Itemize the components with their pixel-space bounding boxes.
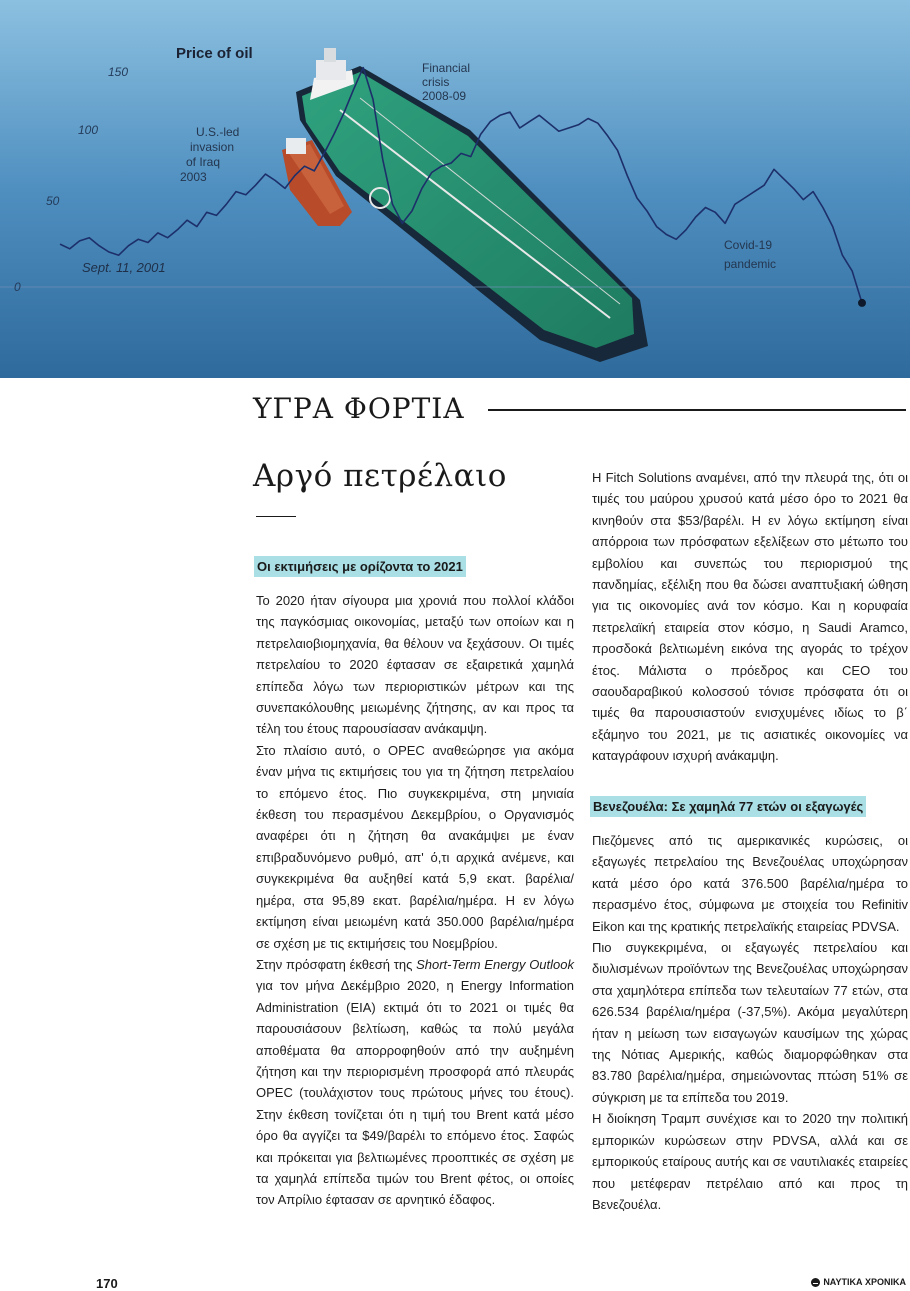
paragraph-text: για τον μήνα Δεκέμβριο 2020, η Energy Information Administration (EIA) εκτιμά ότι το 2021 οι τιμές θα παρουσιάσουν βελτίωση, καθώς τα πολύ μεγάλα αποθέματα θα απορροφηθούν από την αυξημένη ζήτηση και την περιορισμένη προσφορά από πλευράς OPEC (τουλάχιστον τους πρώτους μήνες του έτους). Στην έκθεση τονίζεται ότι η τιμή του Brent κατά μέσο όρο θα αγγίζει τα $49/βαρέλι το επόμενο έτος. Σαφώς και πρόκειται για βελτιωμένες προοπτικές σε σχέση με τα χαμηλά επίπεδα τιμών του Brent φέτος, οι οποίες τον Απρίλιο έφτασαν σε αρνητικό έδαφος. (256, 978, 574, 1208)
brand-logo-icon (811, 1278, 820, 1287)
paragraph: Η διοίκηση Τραμπ συνέχισε και το 2020 την πολιτική εμπορικών κυρώσεων στην PDVSA, αλλά και σε εμπορικούς εταίρους αυτής και σε ναυτιλιακές εταιρείες που μετέφεραν πετρέλαιο από και προς τη Βενεζουέλα. (592, 1111, 908, 1212)
paragraph (256, 954, 574, 1211)
tick-label-50: 50 (46, 194, 60, 208)
annotation-iraq-line: U.S.-led (196, 125, 240, 139)
left-column (256, 590, 574, 1211)
annotation-sept-11: Sept. 11, 2001 (82, 260, 166, 275)
right-column-top (592, 467, 908, 767)
annotation-covid-line: pandemic (724, 257, 777, 271)
section-title-rule (488, 409, 906, 411)
price-line-end-dot (858, 299, 866, 307)
publication-brand (811, 1277, 906, 1287)
report-title: Short-Term Energy Outlook (416, 956, 574, 972)
headline-rule (256, 516, 296, 517)
paragraph-text: Στην πρόσφατη έκθεσή της (256, 956, 417, 972)
page-number: 170 (96, 1276, 118, 1291)
paragraph: Πιεζόμενες από τις αμερικανικές κυρώσεις, οι εξαγωγές πετρελαίου της Βενεζουέλας υποχώρησαν κατά μέσο όρο κατά 376.500 βαρέλια/ημέρα το περασμένο έτος, σύμφωνα με στοιχεία του Refinitiv Eikon και της κρατικής πετρελαϊκής εταιρείας PDVSA. (592, 833, 908, 934)
annotation-covid-line: Covid-19 (724, 238, 773, 252)
annotation-crisis-line: crisis (422, 75, 450, 89)
annotation-iraq-line: invasion (190, 140, 235, 154)
chart-title: Price of oil (176, 45, 253, 62)
annotation-crisis-line: Financial (422, 61, 471, 75)
annotation-iraq-line: 2003 (180, 170, 207, 184)
article-headline: Αργό πετρέλαιο (253, 458, 507, 494)
hero-illustration (0, 0, 910, 378)
annotation-crisis-line: 2008-09 (422, 89, 467, 103)
paragraph: Το 2020 ήταν σίγουρα μια χρονιά που πολλοί κλάδοι της παγκόσμιας οικονομίας, μεταξύ των οποίων και η πετρελαιοβιομηχανία, θα θέλουν να ξεχάσουν. Οι τιμές πετρελαίου το 2020 έφτασαν σε εξαιρετικά χαμηλά επίπεδα λόγω των περιοριστικών μέτρων και της συνεπακόλουθης μειωμένης ζήτησης, αν και προς τα τέλη του έτους παρουσίασαν ανάκαμψη. (256, 593, 574, 737)
section-title: ΥΓΡΑ ΦΟΡΤΙΑ (253, 392, 465, 425)
annotation-iraq-line: of Iraq (186, 155, 221, 169)
brand-name: ΝΑΥΤΙΚΑ ΧΡΟΝΙΚΑ (823, 1277, 906, 1287)
paragraph: Πιο συγκεκριμένα, οι εξαγωγές πετρελαίου και διυλισμένων προϊόντων της Βενεζουέλας υποχώρησαν στα χαμηλότερα επίπεδα των τελευταίων 77 ετών, στα 626.534 βαρέλια/ημέρα (-37,5%). Ακόμα μεγαλύτερη ήταν η μείωση των εισαγωγών καυσίμων της χώρας της Νότιας Αμερικής, καθώς διαμορφώθηκαν στα 83.780 βαρέλια/ημέρα, σημειώνοντας πτώση 51% σε σύγκριση με τα επίπεδα του 2019. (592, 940, 908, 1105)
hero-photo (0, 0, 910, 378)
tick-label-100: 100 (78, 123, 99, 137)
paragraph: Στο πλαίσιο αυτό, ο OPEC αναθεώρησε για ακόμα έναν μήνα τις εκτιμήσεις του για τη ζήτηση πετρελαίου το επόμενο έτος. Πιο συγκεκριμένα, στη μηνιαία έκθεση του περασμένου Δεκεμβρίου, ο Οργανισμός αναφέρει ότι η ζήτηση θα ανακάμψει με έναν επιβραδυνόμενο ρυθμό, απ' ό,τι αρχικά ανέμενε, και συγκεκριμένα θα αυξηθεί κατά 5,9 εκατ. βαρέλια/ημέρα, στα 95,89 εκατ. βαρέλια/ημέρα. Η εν λόγω εκτίμηση είναι μειωμένη κατά 350.000 βαρέλια/ημέρα σε σχέση με τις εκτιμήσεις του Νοεμβρίου. (256, 742, 574, 951)
tick-label-0: 0 (14, 280, 21, 294)
tick-label-150: 150 (108, 65, 129, 79)
subhead-venezuela: Βενεζουέλα: Σε χαμηλά 77 ετών οι εξαγωγές (590, 796, 866, 817)
subhead-estimates-2021: Οι εκτιμήσεις με ορίζοντα το 2021 (254, 556, 466, 577)
right-column-bottom (592, 830, 908, 1215)
paragraph: Η Fitch Solutions αναμένει, από την πλευρά της, ότι οι τιμές του μαύρου χρυσού κατά μέσο όρο το 2021 θα κινηθούν στα $53/βαρέλι. Η εν λόγω εκτίμηση είναι απόρροια των πρόσφατων εξελίξεων στο μέτωπο του εμβολίου και συνεπώς του περιορισμού της πανδημίας, εξέλιξη που θα δώσει αναπτυξιακή ώθηση για τις οικονομίες ανά τον κόσμο. Και η κορυφαία πετρελαϊκή εταιρεία στον κόσμο, η Saudi Aramco, προσδοκά βελτιωμένη εικόνα της αγοράς το τρέχον έτος. Μάλιστα ο πρόεδρος και CEO του σαουδαραβικού κολοσσού τόνισε πρόσφατα ότι οι τιμές θα παρουσιαστούν ενισχυμένες ιδίως το β΄ εξάμηνο του 2021, με τις ασιατικές οικονομίες να καταγράφουν ισχυρή ανάκαμψη. (592, 470, 908, 764)
